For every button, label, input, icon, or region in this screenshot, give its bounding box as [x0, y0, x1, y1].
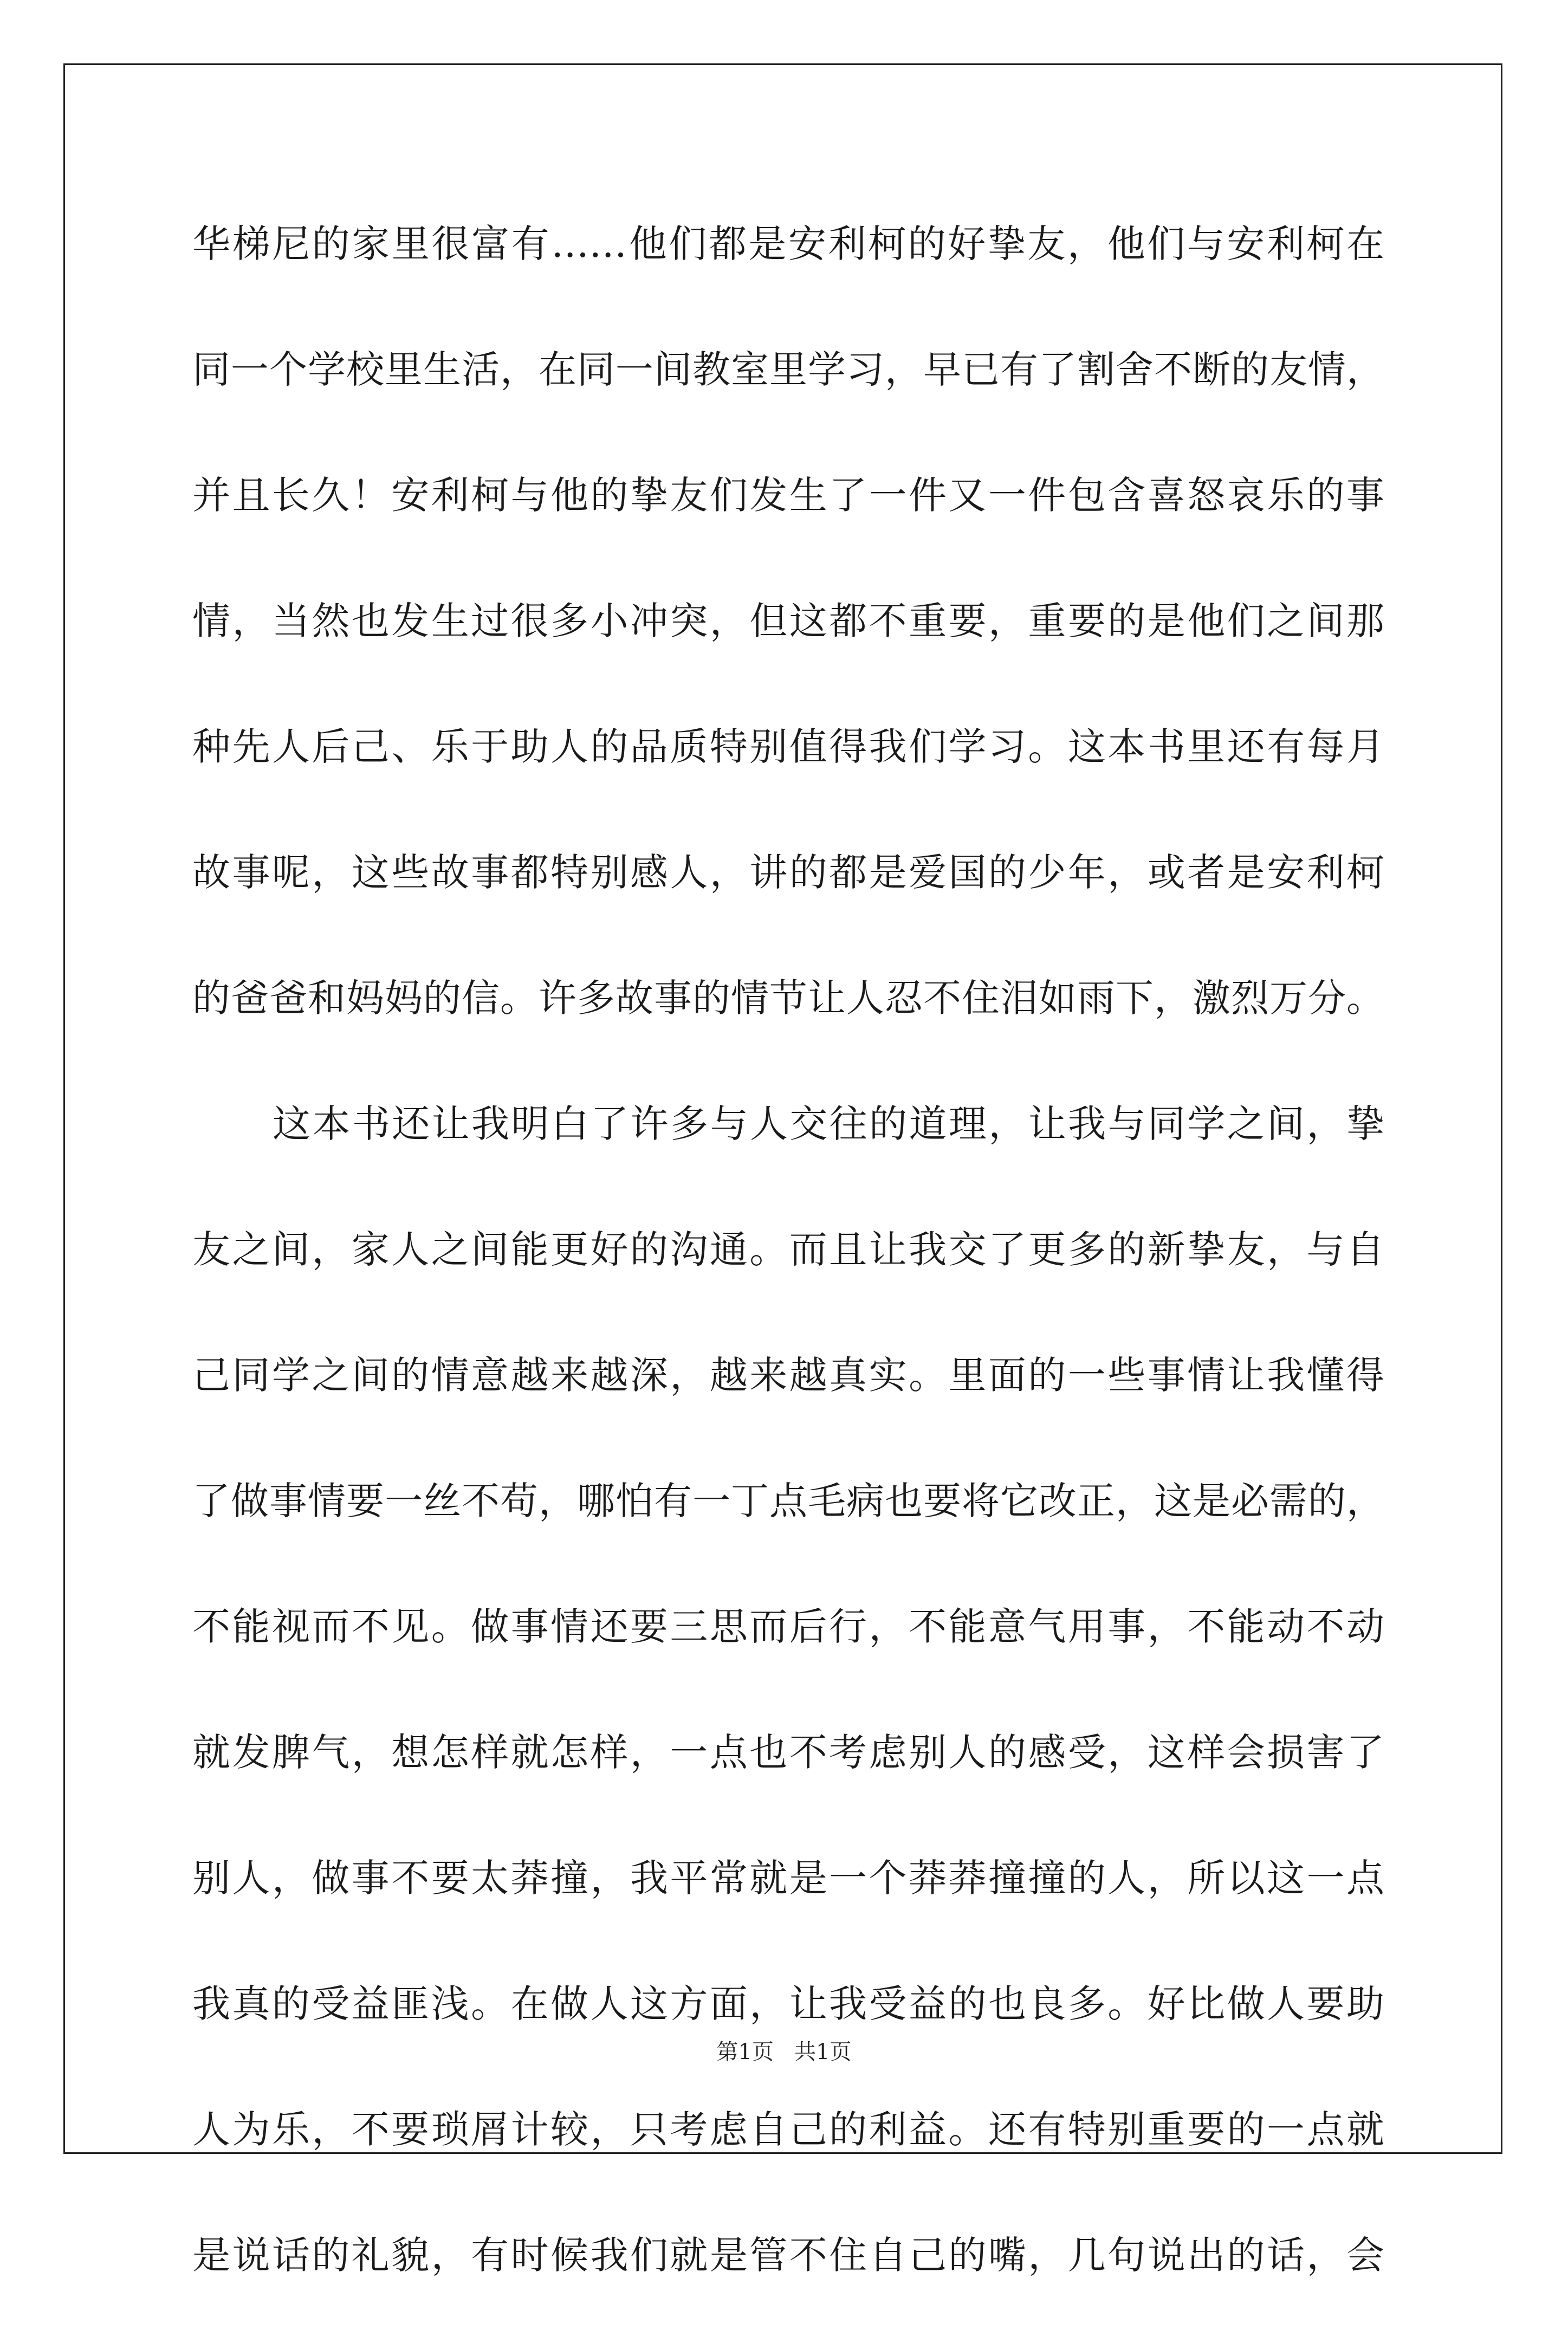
paragraph-2-line-3: 己同学之间的情意越来越深，越来越真实。里面的一些事情让我懂得 [192, 1353, 1384, 1397]
paragraph-2-line-8: 我真的受益匪浅。在做人这方面，让我受益的也良多。好比做人要助 [192, 1982, 1384, 2026]
paragraph-2-line-10: 是说话的礼貌，有时候我们就是管不住自己的嘴，几句说出的话，会 [192, 2233, 1384, 2277]
page-total: 共1页 [794, 2040, 852, 2064]
paragraph-1-line-6: 故事呢，这些故事都特别感人，讲的都是爱国的少年，或者是安利柯 [192, 850, 1384, 895]
paragraph-1-line-5: 种先人后己、乐于助人的品质特别值得我们学习。这本书里还有每月 [192, 724, 1384, 769]
paragraph-2-line-1: 这本书还让我明白了许多与人交往的道理，让我与同学之间，挚 [273, 1102, 1384, 1146]
page-number: 第1页 [716, 2040, 774, 2064]
paragraph-1-line-3: 并且长久！安利柯与他的挚友们发生了一件又一件包含喜怒哀乐的事 [192, 473, 1384, 517]
paragraph-2-line-2: 友之间，家人之间能更好的沟通。而且让我交了更多的新挚友，与自 [192, 1227, 1384, 1272]
paragraph-1-line-2: 同一个学校里生活，在同一间教室里学习，早已有了割舍不断的友情， [192, 347, 1384, 392]
paragraph-2-line-9: 人为乐，不要琐屑计较，只考虑自己的利益。还有特别重要的一点就 [192, 2107, 1384, 2152]
paragraph-2-line-7: 别人，做事不要太莽撞，我平常就是一个莽莽撞撞的人，所以这一点 [192, 1856, 1384, 1900]
page-footer [0, 2035, 1568, 2066]
document-body [192, 206, 1384, 2343]
paragraph-2-line-4: 了做事情要一丝不苟，哪怕有一丁点毛病也要将它改正，这是必需的， [192, 1479, 1384, 1523]
paragraph-1-line-7: 的爸爸和妈妈的信。许多故事的情节让人忍不住泪如雨下，激烈万分。 [192, 976, 1384, 1020]
paragraph-1-line-1: 华梯尼的家里很富有……他们都是安利柯的好挚友，他们与安利柯在 [192, 222, 1384, 266]
paragraph-2-line-6: 就发脾气，想怎样就怎样，一点也不考虑别人的感受，这样会损害了 [192, 1730, 1384, 1775]
paragraph-1-line-4: 情，当然也发生过很多小冲突，但这都不重要，重要的是他们之间那 [192, 599, 1384, 643]
paragraph-2-line-5: 不能视而不见。做事情还要三思而后行，不能意气用事，不能动不动 [192, 1604, 1384, 1649]
